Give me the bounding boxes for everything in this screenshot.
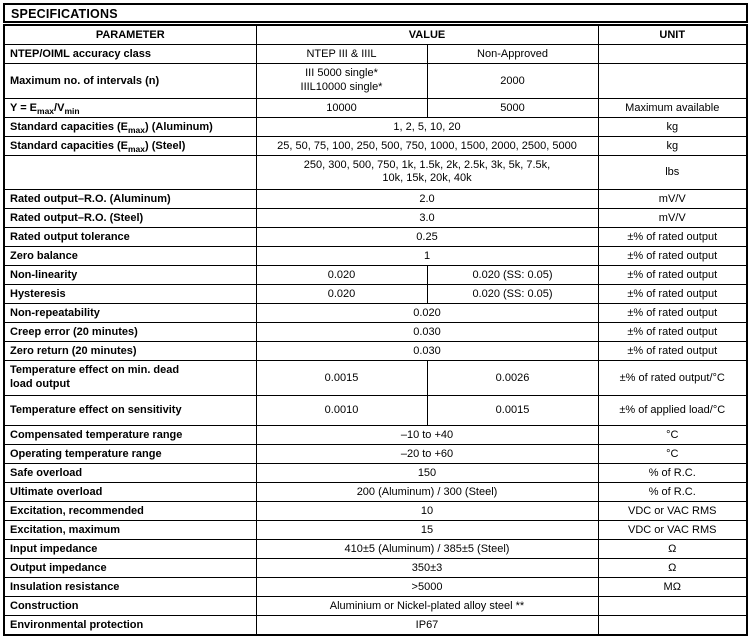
row-value-line2: 10k, 15k, 20k, 40k (382, 172, 472, 185)
row-unit: VDC or VAC RMS (598, 501, 747, 520)
row-parameter: Non-linearity (4, 266, 256, 285)
table-row (4, 228, 747, 247)
row-parameter: Rated output–R.O. (Steel) (4, 209, 256, 228)
row-value-1: NTEP III & IIIL (256, 45, 427, 64)
table-row (4, 323, 747, 342)
row-value-span: 150 (256, 463, 598, 482)
table-row (4, 361, 747, 396)
row-unit: ±% of rated output (598, 285, 747, 304)
specifications-table (3, 24, 748, 636)
row-value-span: 25, 50, 75, 100, 250, 500, 750, 1000, 1500, 2000, 2500, 5000 (256, 136, 598, 155)
row-value-span: 350±3 (256, 558, 598, 577)
row-unit: VDC or VAC RMS (598, 520, 747, 539)
row-parameter: Ultimate overload (4, 482, 256, 501)
row-parameter-text: Standard capacities (E (10, 120, 128, 133)
row-parameter (4, 361, 256, 396)
row-value-2: Non-Approved (427, 45, 598, 64)
row-parameter: Environmental protection (4, 615, 256, 635)
row-parameter: Excitation, maximum (4, 520, 256, 539)
row-value-span: 2.0 (256, 190, 598, 209)
row-parameter: Compensated temperature range (4, 425, 256, 444)
row-parameter: Hysteresis (4, 285, 256, 304)
row-value-1: 0.0010 (256, 395, 427, 425)
row-parameter: Zero balance (4, 247, 256, 266)
row-parameter: Excitation, recommended (4, 501, 256, 520)
table-row (4, 425, 747, 444)
row-unit (598, 45, 747, 64)
row-value-span: >5000 (256, 577, 598, 596)
row-value-span: 0.030 (256, 342, 598, 361)
row-unit: kg (598, 136, 747, 155)
row-value-span: 3.0 (256, 209, 598, 228)
row-unit: °C (598, 425, 747, 444)
row-unit: ±% of rated output (598, 266, 747, 285)
row-value-2: 5000 (427, 98, 598, 117)
row-unit: lbs (598, 155, 747, 190)
row-value-1: 0.020 (256, 266, 427, 285)
column-header-value: VALUE (256, 25, 598, 45)
row-unit: Ω (598, 539, 747, 558)
table-row (4, 577, 747, 596)
row-unit: ±% of rated output/°C (598, 361, 747, 396)
row-value-span (256, 155, 598, 190)
table-row (4, 501, 747, 520)
row-parameter-line1: Temperature effect on min. dead (10, 364, 180, 376)
row-parameter: Temperature effect on sensitivity (4, 395, 256, 425)
row-value-1: 10000 (256, 98, 427, 117)
row-parameter (4, 117, 256, 136)
row-parameter-sub2: min (64, 105, 80, 116)
row-value-span: 1 (256, 247, 598, 266)
column-header-unit: UNIT (598, 25, 747, 45)
table-row (4, 596, 747, 615)
row-unit: Maximum available (598, 98, 747, 117)
row-unit: °C (598, 444, 747, 463)
row-value-span: 410±5 (Aluminum) / 385±5 (Steel) (256, 539, 598, 558)
row-value-span: 10 (256, 501, 598, 520)
row-parameter-line2: load output (10, 377, 70, 390)
row-parameter-sub: max (128, 143, 146, 154)
row-value-span: 0.25 (256, 228, 598, 247)
row-value-1 (256, 64, 427, 99)
table-row (4, 615, 747, 635)
row-value-1-line2: IIIL10000 single* (300, 80, 383, 93)
row-unit: ±% of applied load/°C (598, 395, 747, 425)
row-value-1: 0.020 (256, 285, 427, 304)
table-row (4, 444, 747, 463)
row-unit (598, 596, 747, 615)
table-row (4, 266, 747, 285)
row-parameter: Construction (4, 596, 256, 615)
page-title: SPECIFICATIONS (3, 3, 748, 23)
column-header-parameter: PARAMETER (4, 25, 256, 45)
row-parameter-text2: ) (Steel) (145, 139, 186, 152)
row-value-span: Aluminium or Nickel-plated alloy steel ** (256, 596, 598, 615)
row-unit (598, 615, 747, 635)
row-value-span: 1, 2, 5, 10, 20 (256, 117, 598, 136)
row-parameter (4, 98, 256, 117)
row-value-line1: 250, 300, 500, 750, 1k, 1.5k, 2k, 2.5k, 3k, 5k, 7.5k, (303, 158, 551, 171)
row-parameter: Creep error (20 minutes) (4, 323, 256, 342)
row-parameter: Non-repeatability (4, 304, 256, 323)
row-value-2: 0.020 (SS: 0.05) (427, 266, 598, 285)
table-row (4, 117, 747, 136)
row-unit: ±% of rated output (598, 342, 747, 361)
row-unit: % of R.C. (598, 482, 747, 501)
row-value-1-line1: III 5000 single* (305, 67, 378, 79)
row-parameter: Safe overload (4, 463, 256, 482)
row-unit: % of R.C. (598, 463, 747, 482)
row-parameter: Maximum no. of intervals (n) (4, 64, 256, 99)
row-unit: Ω (598, 558, 747, 577)
row-unit: mV/V (598, 209, 747, 228)
row-value-1: 0.0015 (256, 361, 427, 396)
row-parameter: Rated output–R.O. (Aluminum) (4, 190, 256, 209)
row-unit: ±% of rated output (598, 228, 747, 247)
table-row (4, 136, 747, 155)
row-unit (598, 64, 747, 99)
row-unit: ±% of rated output (598, 323, 747, 342)
table-row (4, 558, 747, 577)
row-value-2: 0.0026 (427, 361, 598, 396)
row-value-span: 0.030 (256, 323, 598, 342)
row-parameter-text: Standard capacities (E (10, 139, 128, 152)
row-value-2: 2000 (427, 64, 598, 99)
row-parameter: Insulation resistance (4, 577, 256, 596)
table-row (4, 285, 747, 304)
row-value-span: –20 to +60 (256, 444, 598, 463)
row-value-span: 15 (256, 520, 598, 539)
table-row (4, 155, 747, 190)
row-unit: mV/V (598, 190, 747, 209)
table-row (4, 482, 747, 501)
row-parameter-text2: ) (Aluminum) (145, 120, 213, 133)
row-value-span: 200 (Aluminum) / 300 (Steel) (256, 482, 598, 501)
row-parameter-text2: /V (54, 101, 65, 114)
row-parameter (4, 155, 256, 190)
row-unit: ±% of rated output (598, 247, 747, 266)
table-header-row (4, 25, 747, 45)
table-row (4, 98, 747, 117)
row-parameter-sub: max (37, 105, 55, 116)
row-parameter: Zero return (20 minutes) (4, 342, 256, 361)
table-row (4, 45, 747, 64)
row-value-span: –10 to +40 (256, 425, 598, 444)
table-row (4, 539, 747, 558)
table-row (4, 463, 747, 482)
row-parameter: NTEP/OIML accuracy class (4, 45, 256, 64)
row-parameter (4, 136, 256, 155)
row-parameter: Operating temperature range (4, 444, 256, 463)
row-parameter: Rated output tolerance (4, 228, 256, 247)
table-row (4, 304, 747, 323)
row-value-span: IP67 (256, 615, 598, 635)
table-row (4, 395, 747, 425)
row-value-2: 0.0015 (427, 395, 598, 425)
row-unit: ±% of rated output (598, 304, 747, 323)
table-row (4, 247, 747, 266)
row-parameter-text: Y = E (10, 101, 38, 114)
table-row (4, 342, 747, 361)
row-parameter: Input impedance (4, 539, 256, 558)
row-value-2: 0.020 (SS: 0.05) (427, 285, 598, 304)
row-value-span: 0.020 (256, 304, 598, 323)
row-unit: kg (598, 117, 747, 136)
row-parameter-sub: max (128, 124, 146, 135)
table-row (4, 209, 747, 228)
table-row (4, 520, 747, 539)
table-row (4, 190, 747, 209)
row-parameter: Output impedance (4, 558, 256, 577)
table-row (4, 64, 747, 99)
row-unit: MΩ (598, 577, 747, 596)
